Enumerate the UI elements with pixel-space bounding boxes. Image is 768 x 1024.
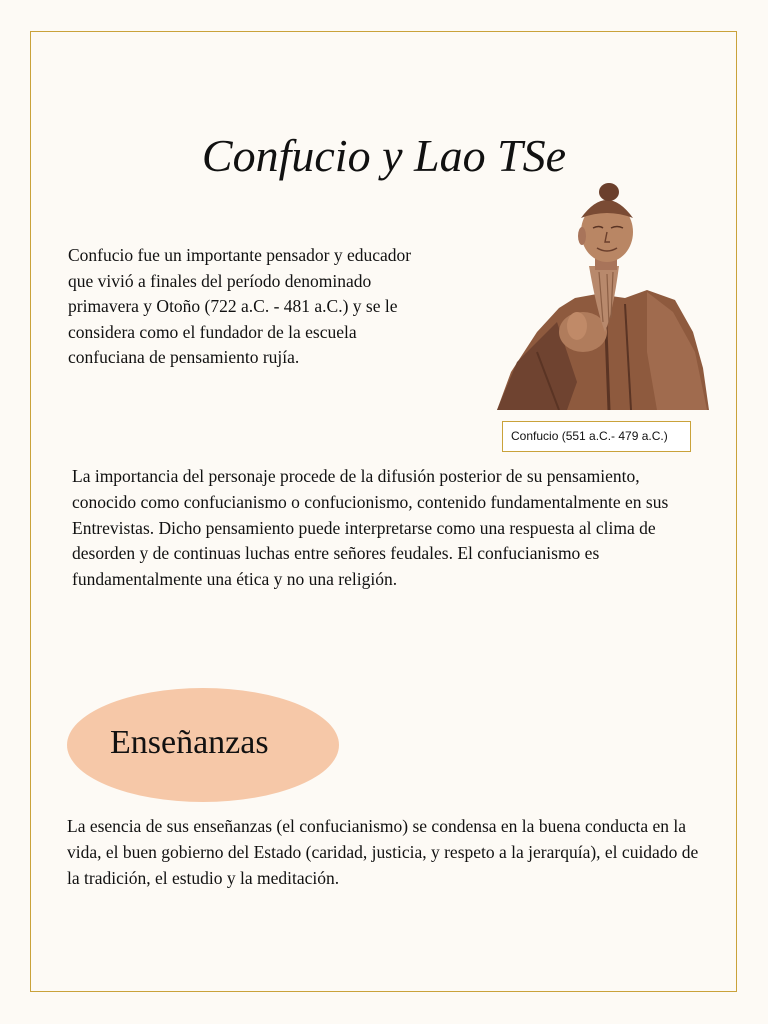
image-caption: Confucio (551 a.C.- 479 a.C.) [502,421,691,452]
teachings-paragraph: La esencia de sus enseñanzas (el confucianismo) se condensa en la buena conducta en la vida, el buen gobierno del Estado (caridad, justicia, y respeto a la jerarquía), el cuidado de la tradición, el estudio y la meditación. [67,816,699,888]
confucius-statue-image [497,182,711,410]
intro-paragraph: Confucio fue un importante pensador y educador que vivió a finales del período denominado primavera y Otoño (722 a.C. - 481 a.C.) y se le considera como el fundador de la escuela confuciana de pensamiento rujía. [68,245,412,367]
page-title: Confucio y Lao TSe [201,130,567,181]
section-heading: Enseñanzas [110,724,269,761]
importance-paragraph: La importancia del personaje procede de la difusión posterior de su pensamiento, conocido como confucianismo o confucionismo, contenido fundamentalmente en sus Entrevistas. Dicho pensamiento puede interpretarse como una respuesta al clima de desorden y de continuas luchas entre señores feudales. El confucianismo es fundamentalmente una ética y no una religión. [72,466,669,590]
